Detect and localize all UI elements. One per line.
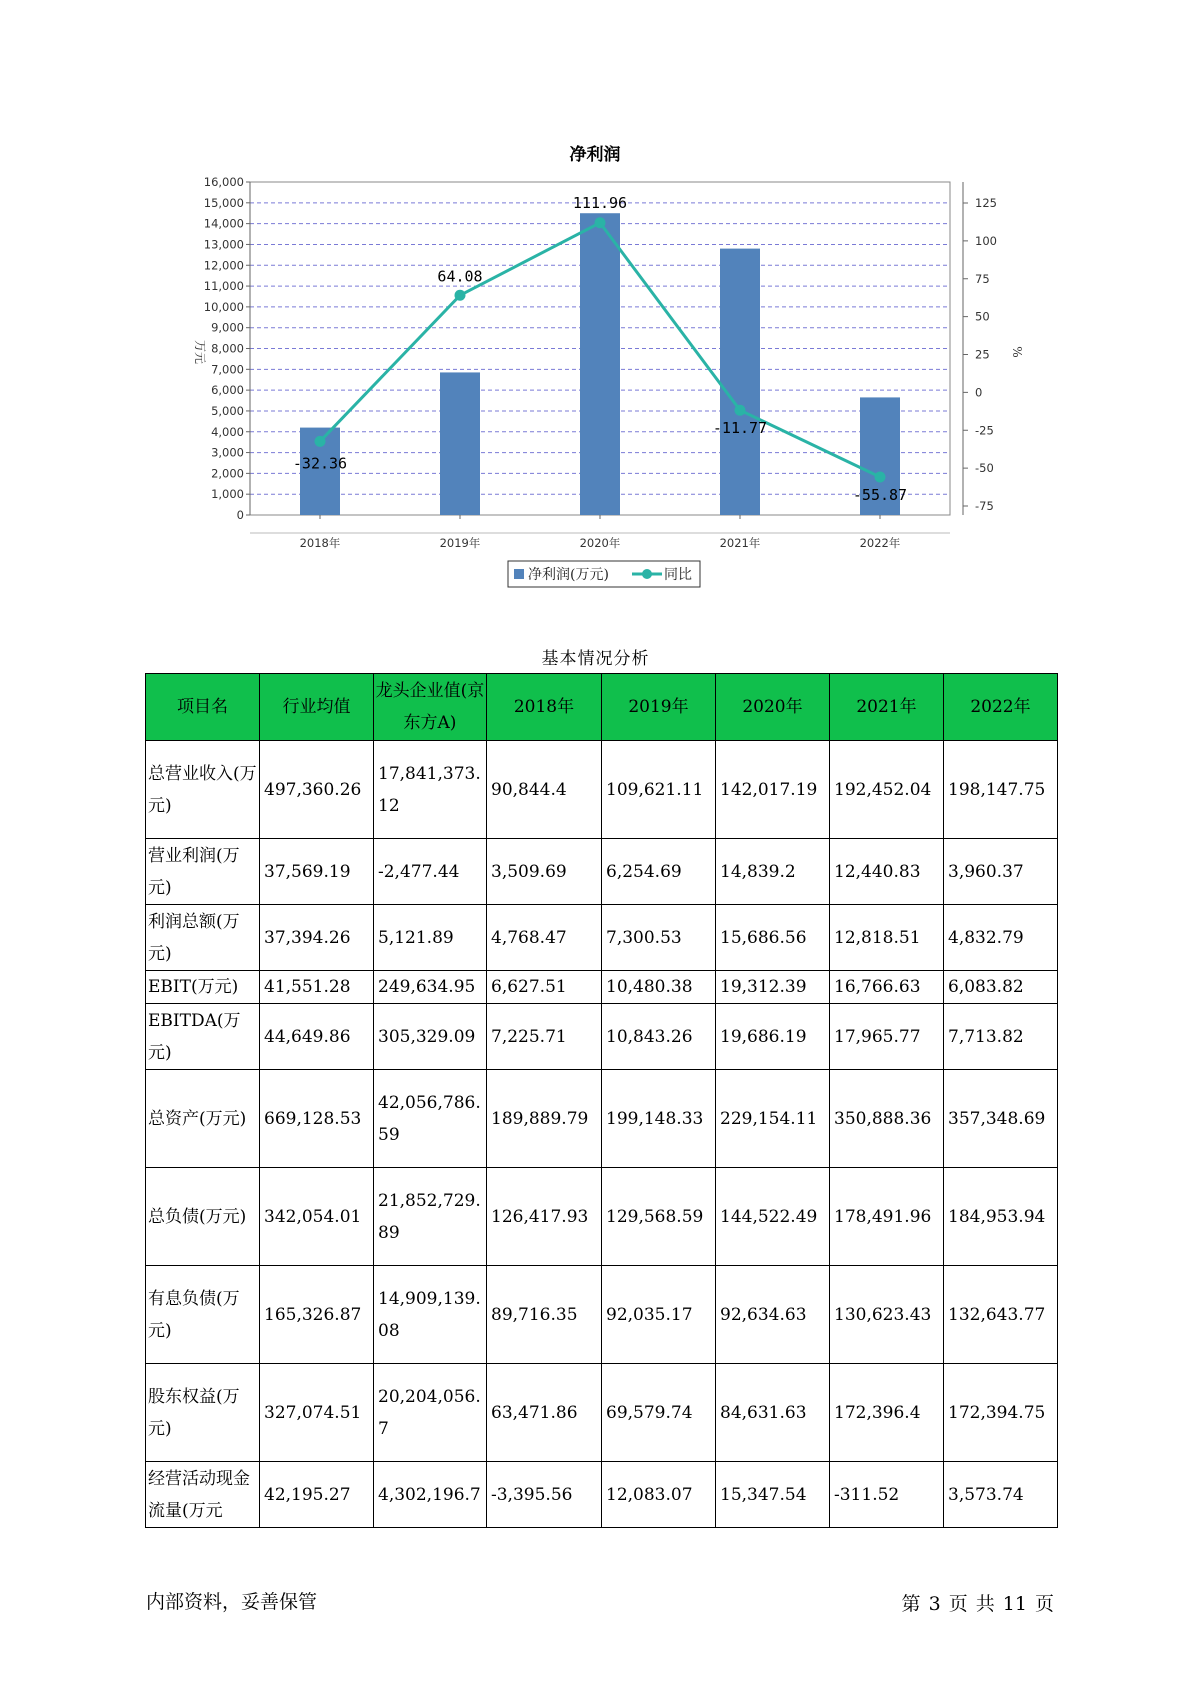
bar (580, 213, 620, 515)
table-cell: 89,716.35 (487, 1266, 602, 1364)
row-label: 有息负债(万元) (146, 1266, 260, 1364)
y-tick-label: 0 (236, 508, 244, 522)
table-cell: -3,395.56 (487, 1462, 602, 1528)
table-row (146, 1266, 1058, 1364)
legend-line-label: 同比 (664, 567, 692, 583)
y-tick-label: 6,000 (211, 383, 244, 398)
yoy-data-label: -11.77 (712, 419, 768, 438)
header-2020: 2020年 (716, 674, 830, 741)
yoy-data-label: -32.36 (292, 454, 348, 473)
y2-axis-label: % (1010, 346, 1024, 358)
table-cell: 3,573.74 (944, 1462, 1058, 1528)
legend-line-marker (642, 569, 652, 579)
table-cell: 21,852,729.89 (374, 1168, 487, 1266)
table-cell: 14,909,139.08 (374, 1266, 487, 1364)
yoy-point (315, 436, 326, 447)
y-tick-label: 16,000 (203, 175, 244, 189)
table-cell: 229,154.11 (716, 1070, 830, 1168)
yoy-data-label: 111.96 (572, 193, 628, 212)
table-cell: 6,627.51 (487, 971, 602, 1004)
table-cell: 37,569.19 (260, 839, 374, 905)
table-cell: 144,522.49 (716, 1168, 830, 1266)
legend-bar-swatch (514, 569, 524, 579)
y-tick-label: 15,000 (203, 195, 244, 210)
y2-tick-label: 25 (975, 347, 990, 362)
header-industry-avg: 行业均值 (260, 674, 374, 741)
y2-tick-label: 50 (975, 309, 990, 324)
table-row (146, 1004, 1058, 1070)
row-label: 股东权益(万元) (146, 1364, 260, 1462)
table-cell: 7,713.82 (944, 1004, 1058, 1070)
header-leader: 龙头企业值(京东方A) (374, 674, 487, 741)
y-tick-label: 13,000 (203, 237, 244, 252)
table-cell: 4,832.79 (944, 905, 1058, 971)
table-cell: 41,551.28 (260, 971, 374, 1004)
table-cell: 172,394.75 (944, 1364, 1058, 1462)
footer-page-number: 第 3 页 共 11 页 (901, 1593, 1054, 1615)
row-label: 经营活动现金流量(万元 (146, 1462, 260, 1528)
y-axis-label: 万元 (193, 339, 207, 365)
table-cell: 10,480.38 (602, 971, 716, 1004)
table-cell: 3,960.37 (944, 839, 1058, 905)
y-tick-label: 7,000 (211, 362, 244, 377)
table-cell: 84,631.63 (716, 1364, 830, 1462)
header-2019: 2019年 (602, 674, 716, 741)
table-cell: 6,083.82 (944, 971, 1058, 1004)
table-cell: 92,035.17 (602, 1266, 716, 1364)
table-row (146, 1070, 1058, 1168)
row-label: 利润总额(万元) (146, 905, 260, 971)
table-header-row (146, 674, 1058, 741)
table-cell: 15,347.54 (716, 1462, 830, 1528)
table-cell: 305,329.09 (374, 1004, 487, 1070)
y-tick-label: 1,000 (211, 487, 244, 502)
yoy-data-label: -55.87 (852, 486, 908, 505)
bar (720, 249, 760, 515)
table-cell: 4,302,196.7 (374, 1462, 487, 1528)
legend-bar-label: 净利润(万元) (528, 567, 609, 583)
row-label: 总营业收入(万元) (146, 741, 260, 839)
y-tick-label: 9,000 (211, 320, 244, 335)
table-cell: 12,083.07 (602, 1462, 716, 1528)
analysis-table-wrap (145, 673, 1058, 1528)
table-cell: 37,394.26 (260, 905, 374, 971)
header-item: 项目名 (146, 674, 260, 741)
x-tick-label: 2019年 (439, 536, 481, 550)
table-cell: 12,818.51 (830, 905, 944, 971)
table-cell: 17,841,373.12 (374, 741, 487, 839)
table-cell: 92,634.63 (716, 1266, 830, 1364)
yoy-point (735, 405, 746, 416)
table-title: 基本情况分析 (541, 649, 650, 669)
table-cell: 132,643.77 (944, 1266, 1058, 1364)
row-label: 总资产(万元) (146, 1070, 260, 1168)
x-tick-label: 2022年 (859, 536, 901, 550)
table-row (146, 1462, 1058, 1528)
table-cell: 63,471.86 (487, 1364, 602, 1462)
table-cell: -311.52 (830, 1462, 944, 1528)
table-cell: 669,128.53 (260, 1070, 374, 1168)
table-cell: 42,195.27 (260, 1462, 374, 1528)
y2-tick-label: -25 (975, 423, 994, 438)
table-cell: 184,953.94 (944, 1168, 1058, 1266)
bar (440, 372, 480, 515)
y-tick-label: 4,000 (211, 424, 244, 439)
table-row (146, 1364, 1058, 1462)
y-tick-label: 12,000 (203, 258, 244, 273)
y-tick-label: 5,000 (211, 403, 244, 418)
y-tick-label: 3,000 (211, 445, 244, 460)
y-tick-label: 8,000 (211, 341, 244, 356)
table-cell: 142,017.19 (716, 741, 830, 839)
y-tick-label: 14,000 (203, 216, 244, 231)
table-cell: 129,568.59 (602, 1168, 716, 1266)
table-cell: 10,843.26 (602, 1004, 716, 1070)
table-cell: 14,839.2 (716, 839, 830, 905)
row-label: 营业利润(万元) (146, 839, 260, 905)
header-2022: 2022年 (944, 674, 1058, 741)
row-label: EBIT(万元) (146, 971, 260, 1004)
table-cell: 192,452.04 (830, 741, 944, 839)
yoy-point (875, 472, 886, 483)
yoy-point (455, 290, 466, 301)
y-tick-label: 2,000 (211, 466, 244, 481)
table-cell: 130,623.43 (830, 1266, 944, 1364)
net-profit-chart (0, 0, 1191, 620)
table-cell: 6,254.69 (602, 839, 716, 905)
table-cell: 42,056,786.59 (374, 1070, 487, 1168)
x-tick-label: 2018年 (299, 536, 341, 550)
table-cell: 327,074.51 (260, 1364, 374, 1462)
table-cell: 44,649.86 (260, 1004, 374, 1070)
table-cell: 19,686.19 (716, 1004, 830, 1070)
x-tick-label: 2020年 (579, 536, 621, 550)
table-cell: 165,326.87 (260, 1266, 374, 1364)
table-row (146, 839, 1058, 905)
table-cell: 126,417.93 (487, 1168, 602, 1266)
footer-confidential-note: 内部资料，妥善保管 (146, 1591, 318, 1613)
table-cell: 16,766.63 (830, 971, 944, 1004)
y-tick-label: 11,000 (203, 279, 244, 294)
table-cell: 109,621.11 (602, 741, 716, 839)
table-cell: 357,348.69 (944, 1070, 1058, 1168)
table-cell: 7,225.71 (487, 1004, 602, 1070)
table-row (146, 741, 1058, 839)
yoy-data-label: 64.08 (437, 267, 483, 286)
header-2021: 2021年 (830, 674, 944, 741)
table-cell: 198,147.75 (944, 741, 1058, 839)
x-tick-label: 2021年 (719, 536, 761, 550)
table-cell: 4,768.47 (487, 905, 602, 971)
table-cell: 199,148.33 (602, 1070, 716, 1168)
y2-tick-label: 75 (975, 271, 990, 286)
table-row (146, 971, 1058, 1004)
table-cell: -2,477.44 (374, 839, 487, 905)
table-cell: 5,121.89 (374, 905, 487, 971)
y2-tick-label: 100 (975, 233, 997, 248)
table-cell: 15,686.56 (716, 905, 830, 971)
table-cell: 20,204,056.7 (374, 1364, 487, 1462)
table-cell: 172,396.4 (830, 1364, 944, 1462)
table-cell: 7,300.53 (602, 905, 716, 971)
table-cell: 249,634.95 (374, 971, 487, 1004)
table-cell: 12,440.83 (830, 839, 944, 905)
table-row (146, 905, 1058, 971)
table-cell: 189,889.79 (487, 1070, 602, 1168)
table-cell: 342,054.01 (260, 1168, 374, 1266)
table-cell: 350,888.36 (830, 1070, 944, 1168)
table-row (146, 1168, 1058, 1266)
header-2018: 2018年 (487, 674, 602, 741)
table-body (146, 741, 1058, 1528)
chart-canvas (0, 0, 1191, 620)
y2-tick-label: -75 (975, 499, 994, 513)
row-label: EBITDA(万元) (146, 1004, 260, 1070)
analysis-table (145, 673, 1058, 1528)
y2-tick-label: -50 (975, 461, 994, 476)
table-cell: 19,312.39 (716, 971, 830, 1004)
table-cell: 178,491.96 (830, 1168, 944, 1266)
table-cell: 69,579.74 (602, 1364, 716, 1462)
row-label: 总负债(万元) (146, 1168, 260, 1266)
table-cell: 17,965.77 (830, 1004, 944, 1070)
y2-tick-label: 0 (975, 385, 983, 400)
yoy-point (595, 217, 606, 228)
table-cell: 497,360.26 (260, 741, 374, 839)
y2-tick-label: 125 (975, 196, 997, 210)
table-cell: 3,509.69 (487, 839, 602, 905)
y-tick-label: 10,000 (203, 299, 244, 314)
table-cell: 90,844.4 (487, 741, 602, 839)
chart-title: 净利润 (569, 145, 621, 165)
